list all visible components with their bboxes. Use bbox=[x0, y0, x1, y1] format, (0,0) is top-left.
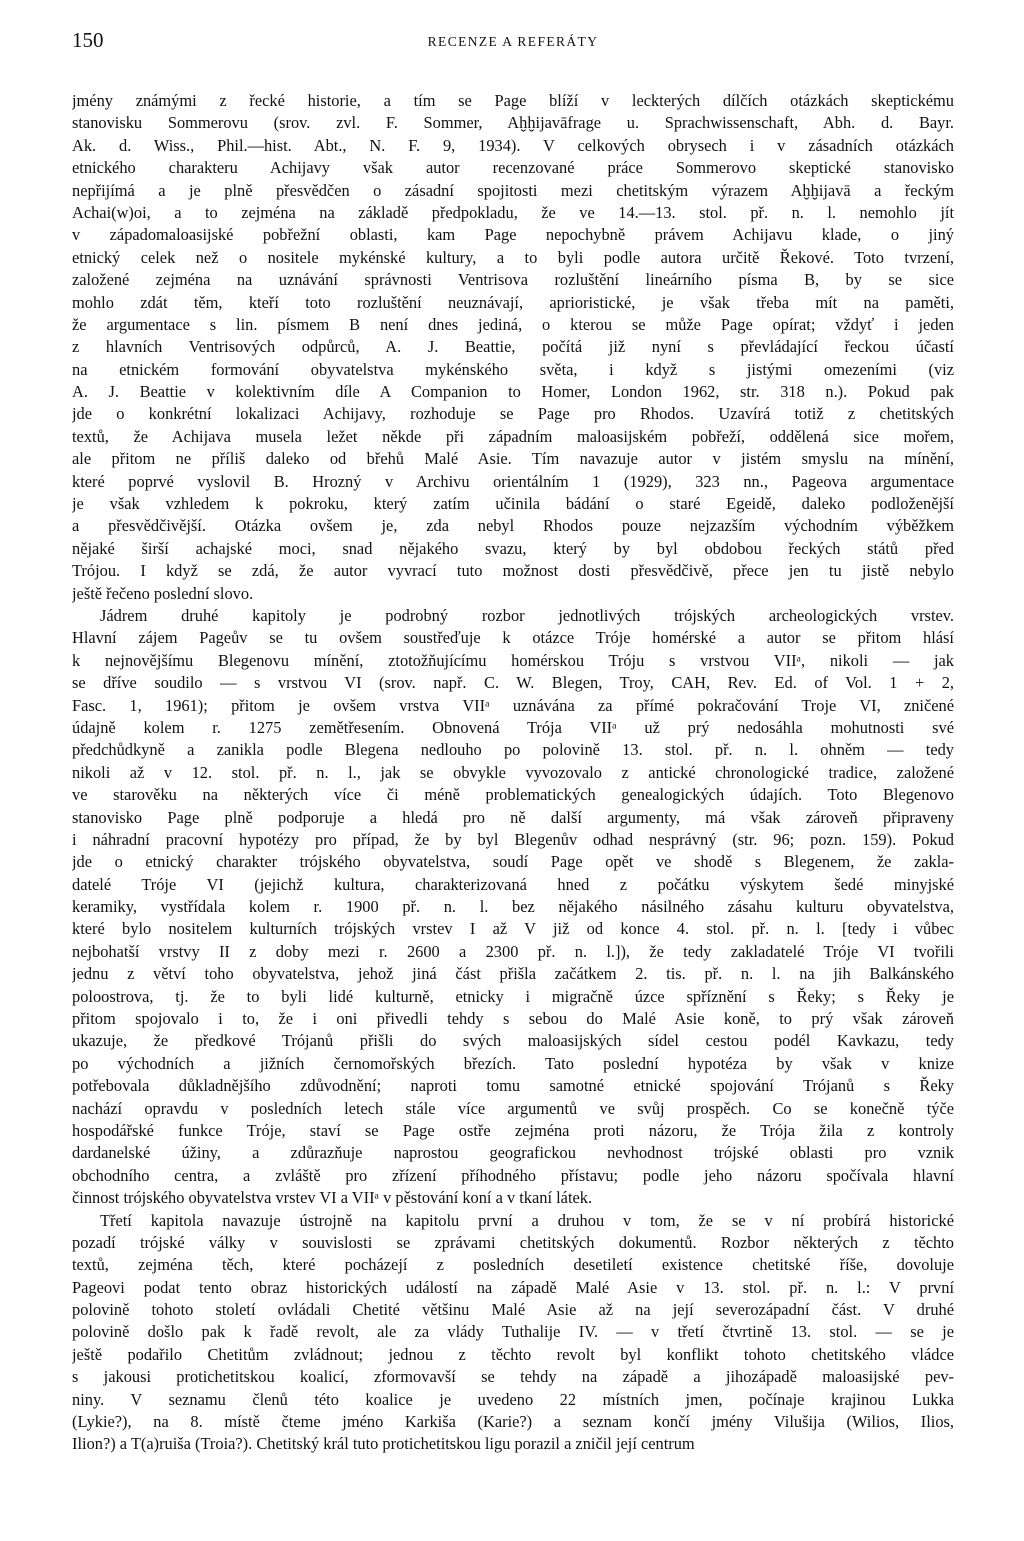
document-page bbox=[72, 28, 954, 1456]
text-line: stanovisku Sommerovu (srov. zvl. F. Sommer, Aḫḫijavāfrage u. Sprachwissenschaft, Abh. d. Bayr. bbox=[72, 113, 954, 133]
paragraph bbox=[72, 90, 954, 605]
text-line: nachází opravdu v posledních letech stále více argumentů ve svůj prospěch. Co se konečně týče bbox=[72, 1098, 954, 1118]
text-line: keramiky, vystřídala kolem r. 1900 př. n. l. bez nějakého násilného zásahu kulturu obyvatelstva, bbox=[72, 897, 954, 917]
text-line: po východních a jižních černomořských březích. Tato poslední hypotéza by však v knize bbox=[72, 1053, 954, 1073]
text-line: i náhradní pracovní hypotézy pro případ, že by byl Blegenův odhad nesprávný (str. 96; pozn. 159). Pokud bbox=[72, 829, 954, 849]
text-line: potřebovala důkladnějšího zdůvodnění; naproti tomu samotné etnické spojování Trójanů s Řeky bbox=[72, 1076, 954, 1096]
text-line: (Lykie?), na 8. místě čteme jméno Karkiša (Karie?) a seznam končí jmény Vilušija (Wilios, Ilios, bbox=[72, 1412, 954, 1432]
text-line: Třetí kapitola navazuje ústrojně na kapitolu první a druhou v tom, že se v ní probírá historické bbox=[100, 1210, 954, 1230]
text-line: ale přitom ne příliš daleko od břehů Malé Asie. Tím navazuje autor v jistém smyslu na mínění, bbox=[72, 449, 954, 469]
text-line: ještě řečeno poslední slovo. bbox=[72, 583, 254, 603]
text-line: ukazuje, že předkové Trójanů přišli do svých maloasijských sídel cestou podél Kavkazu, tedy bbox=[72, 1031, 954, 1051]
text-line: které poprvé vyslovil B. Hrozný v Archivu orientálním 1 (1929), 323 nn., Pageova argumentace bbox=[72, 471, 954, 491]
text-line: a přesvědčivější. Otázka ovšem je, zda nebyl Rhodos pouze nejzazším východním výběžkem bbox=[72, 516, 954, 536]
text-line: etnického charakteru Achijavy však autor recenzované práce Sommerovo skeptické stanovisko bbox=[72, 158, 954, 178]
text-line: Pageovi podat tento obraz historických událostí na západě Malé Asie v 13. stol. př. n. l.: V první bbox=[72, 1277, 954, 1297]
text-line: Trójou. I když se zdá, že autor vyvrací tuto možnost dosti přesvědčivě, přece jen tu jistě nebylo bbox=[72, 561, 954, 581]
text-line: nepřijímá a je plně přesvědčen o zásadní spojitosti mezi chetitským výrazem Aḫḫijavā a řeckým bbox=[72, 180, 954, 200]
text-line: k nejnovějšímu Blegenovu mínění, ztotožňujícímu homérskou Tróju s vrstvou VIIᵃ, nikoli — jak bbox=[72, 650, 954, 670]
text-line: datelé Tróje VI (jejichž kultura, charakterizovaná hned z počátku výskytem šedé minyjské bbox=[72, 874, 954, 894]
text-line: na etnickém formování obyvatelstva mykénského světa, i když s jistými omezeními (viz bbox=[72, 359, 954, 379]
text-line: údajně kolem r. 1275 zemětřesením. Obnovená Trója VIIᵃ už prý nedosáhla mohutnosti své bbox=[72, 717, 954, 737]
page-number: 150 bbox=[72, 28, 104, 52]
text-line: přitom spojovalo i to, že i oni přivedli tehdy s sebou do Malé Asie koně, to prý však zároveň bbox=[72, 1009, 954, 1029]
text-line: polovině tohoto století ovládali Chetité většinu Malé Asie až na její severozápadní část. V druhé bbox=[72, 1300, 954, 1320]
text-line: poloostrova, tj. že to byli lidé kulturně, etnicky i migračně úzce spříznění s Řeky; s Řeky je bbox=[72, 986, 954, 1006]
text-line: dardanelské úžiny, a zdůrazňuje naprostou geografickou nevhodnost trójské oblasti pro vznik bbox=[72, 1143, 954, 1163]
text-line: jde o etnický charakter trójského obyvatelstva, soudí Page opět ve shodě s Blegenem, že zakla- bbox=[72, 852, 954, 872]
text-line: činnost trójského obyvatelstva vrstev VI a VIIᵃ v pěstování koní a v tkaní látek. bbox=[72, 1188, 593, 1208]
text-line: obchodního centra, a zvláště pro zřízení příhodného přístavu; podle jeho názoru spočívala hlavní bbox=[72, 1165, 954, 1185]
text-line: Jádrem druhé kapitoly je podrobný rozbor jednotlivých trójských archeologických vrstev. bbox=[100, 605, 954, 625]
text-line: s jakousi protichetitskou koalicí, zformovavší se tehdy na západě a jihozápadě maloasijské pev- bbox=[72, 1367, 954, 1387]
text-line: jde o konkrétní lokalizaci Achijavy, rozhoduje se Page pro Rhodos. Uzavírá totiž z chetitských bbox=[72, 404, 954, 424]
text-line: ve starověku na některých více či méně problematických genealogických údajích. Toto Blegenovo bbox=[72, 785, 954, 805]
article-body bbox=[72, 90, 954, 1456]
text-line: které bylo nositelem kulturních trójských vrstev I až V již od konce 4. stol. př. n. l. [tedy i vůbec bbox=[72, 919, 954, 939]
paragraph bbox=[72, 605, 954, 1210]
text-line: nějaké širší achajské moci, snad nějakého svazu, který by byl obdobou řeckých států před bbox=[72, 538, 954, 558]
text-line: že argumentace s lin. písmem B není dnes jediná, o kterou se může Page opírat; vždyť i jeden bbox=[72, 314, 954, 334]
text-line: textů, že Achijava musela ležet někde při západním maloasijském pobřeží, oddělená sice mořem, bbox=[72, 426, 954, 446]
text-line: z hlavních Ventrisových odpůrců, A. J. Beattie, počítá již nyní s převládající řeckou účastí bbox=[72, 337, 954, 357]
text-line: nejbohatší vrstvy II z doby mezi r. 2600 a 2300 př. n. l.]), že tedy zakladatelé Tróje VI tvořili bbox=[72, 941, 954, 961]
running-head: RECENZE A REFERÁTY bbox=[427, 34, 599, 49]
text-line: niny. V seznamu členů této koalice je uvedeno 22 místních jmen, počínaje krajinou Lukka bbox=[72, 1389, 954, 1409]
text-line: jmény známými z řecké historie, a tím se Page blíží v leckterých dílčích otázkách skeptickému bbox=[72, 91, 954, 110]
text-line: pozadí trójské války v souvislosti se zprávami chetitských dokumentů. Rozbor některých z těchto bbox=[72, 1232, 954, 1252]
text-line: Ilion?) a T(a)ruiša (Troia?). Chetitský král tuto protichetitskou ligu porazil a zničil její centrum bbox=[72, 1434, 695, 1454]
text-line: hospodářské funkce Tróje, staví se Page ostře zejména proti názoru, že Trója žila z kontroly bbox=[72, 1120, 954, 1140]
text-line: založené zejména na uznávání správnosti Ventrisova rozluštění lineárního písma B, by se sice bbox=[72, 270, 954, 290]
text-line: jednu z větví toho obyvatelstva, jehož jiná část přišla začátkem 2. tis. př. n. l. na jih Balkánského bbox=[72, 964, 954, 984]
text-line: je však vzhledem k pokroku, který zatím učinila bádání o staré Egeidě, daleko podloženější bbox=[72, 494, 954, 514]
text-line: nikoli až v 12. stol. př. n. l., jak se obvykle vyvozovalo z antické chronologické tradice, založené bbox=[72, 762, 954, 782]
paragraph bbox=[72, 1210, 954, 1456]
text-line: etnický celek než o nositele mykénské kultury, a to byli podle autora určitě Řekové. Toto tvrzení, bbox=[72, 247, 954, 267]
text-line: textů, zejména těch, které pocházejí z posledních desetiletí existence chetitské říše, dovoluje bbox=[72, 1255, 954, 1275]
text-line: ještě podařilo Chetitům zvládnout; jednou z těchto revolt byl konflikt tohoto chetitského vládce bbox=[72, 1344, 954, 1364]
text-line: Ak. d. Wiss., Phil.—hist. Abt., N. F. 9, 1934). V celkových obrysech i v zásadních otázkách bbox=[72, 135, 954, 155]
text-line: v západomaloasijské pobřežní oblasti, kam Page nepochybně právem Achijavu klade, o jiný bbox=[72, 225, 954, 245]
text-line: Fasc. 1, 1961); přitom je ovšem vrstva VIIᵃ uznávána za přímé pokračování Troje VI, zničené bbox=[72, 695, 954, 715]
text-line: předchůdkyně a zanikla podle Blegena nedlouho po polovině 13. stol. př. n. l. ohněm — tedy bbox=[72, 740, 954, 760]
text-line: Hlavní zájem Pageův se tu ovšem soustřeďuje k otázce Tróje homérské a autor se přitom hlásí bbox=[72, 628, 954, 648]
text-line: se dříve soudilo — s vrstvou VI (srov. např. C. W. Blegen, Troy, CAH, Rev. Ed. of Vol. 1 + 2, bbox=[72, 673, 954, 693]
text-line: polovině došlo pak k řadě revolt, ale za vlády Tuthalije IV. — v třetí čtvrtině 13. stol. — se je bbox=[72, 1322, 954, 1342]
text-line: A. J. Beattie v kolektivním díle A Companion to Homer, London 1962, str. 318 n.). Pokud pak bbox=[72, 382, 954, 402]
text-line: mohlo zdát těm, kteří toto rozluštění neuznávají, aprioristické, je však třeba mít na paměti, bbox=[72, 292, 954, 312]
page-header bbox=[72, 28, 954, 68]
text-line: stanovisko Page plně podporuje a hledá pro ně další argumenty, má však zároveň připraveny bbox=[72, 807, 954, 827]
text-line: Achai(w)oi, a to zejména na základě předpokladu, že ve 14.—13. stol. př. n. l. nemohlo jít bbox=[72, 202, 954, 222]
